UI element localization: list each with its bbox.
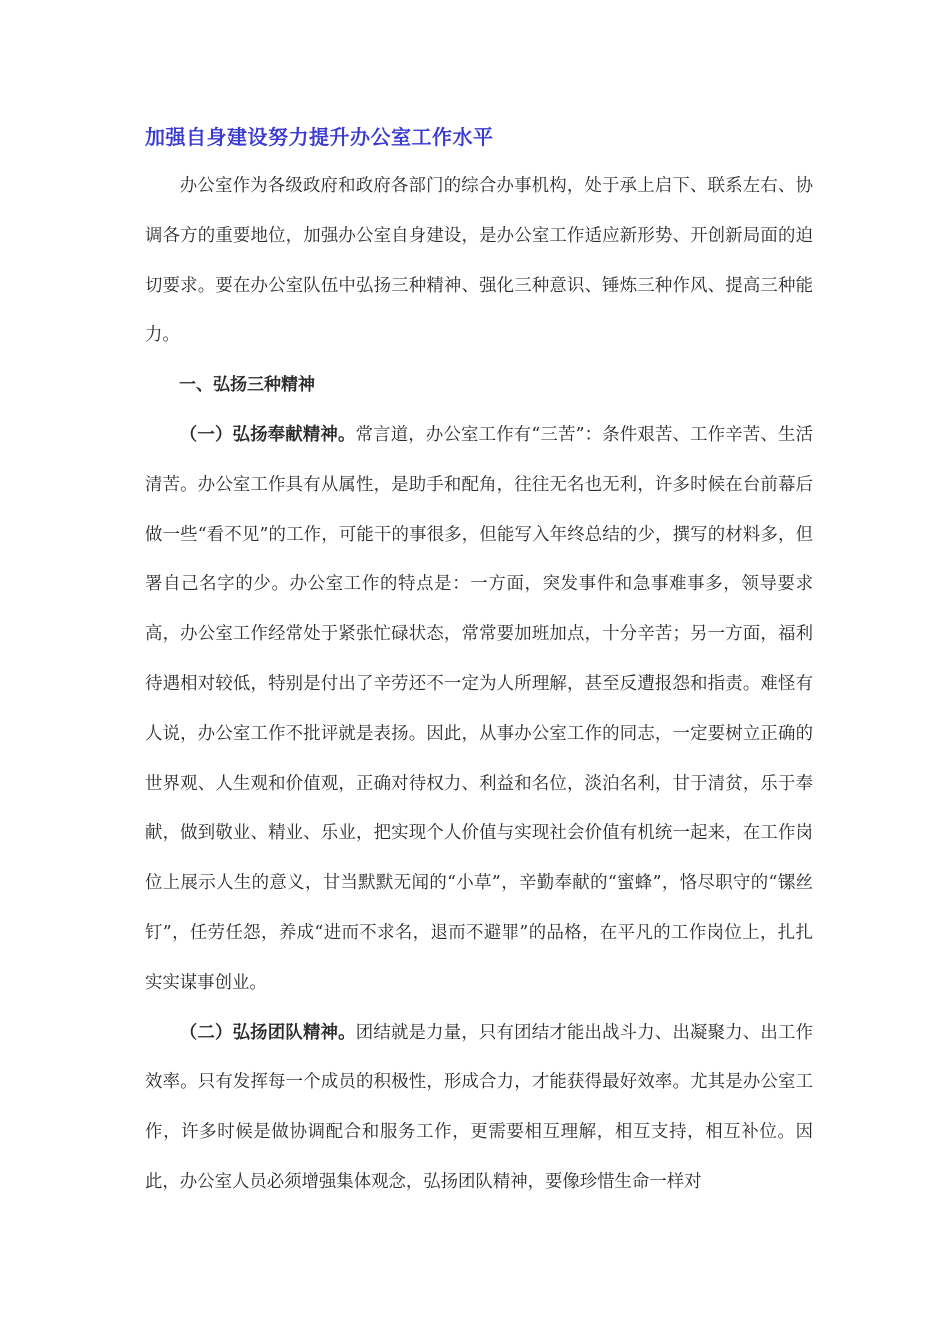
section-heading-1: 一、弘扬三种精神: [179, 375, 315, 396]
subsection-lead-2: （二）弘扬团队精神。: [179, 1022, 356, 1043]
subsection-text-2: 团结就是力量，只有团结才能出战斗力、出凝聚力、出工作效率。只有发挥每一个成员的积极性，形成合力，才能获得最好效率。尤其是办公室工作，许多时候是做协调配合和服务工作，更需要相互理解，相互支持，相互补位。因此，办公室人员必须增强集体观念，弘扬团队精神，要像珍惜生命一样对: [145, 1022, 813, 1192]
subsection-text-1: 常言道，办公室工作有“三苦”：条件艰苦、工作辛苦、生活清苦。办公室工作具有从属性，是助手和配角，往往无名也无利，许多时候在台前幕后做一些“看不见”的工作，可能干的事很多，但能写入年终总结的少，撰写的材料多，但署自己名字的少。办公室工作的特点是：一方面，突发事件和急事难事多，领导要求高，办公室工作经常处于紧张忙碌状态，常常要加班加点，十分辛苦；另一方面，福利待遇相对较低，特别是付出了辛劳还不一定为人所理解，甚至反遭报怨和指责。难怪有人说，办公室工作不批评就是表扬。因此，从事办公室工作的同志，一定要树立正确的世界观、人生观和价值观，正确对待权力、利益和名位，淡泊名利，甘于清贫，乐于奉献，做到敬业、精业、乐业，把实现个人价值与实现社会价值有机统一起来，在工作岗位上展示人生的意义，甘当默默无闻的“小草”，辛勤奉献的“蜜蜂”，恪尽职守的“镙丝钉”，任劳任怨，养成“进而不求名，退而不避罪”的品格，在平凡的工作岗位上，扎扎实实谋事创业。: [145, 424, 813, 993]
subsection-paragraph-1: [145, 411, 813, 1009]
document-body: [145, 112, 813, 1208]
intro-paragraph: 办公室作为各级政府和政府各部门的综合办事机构，处于承上启下、联系左右、协调各方的重要地位，加强办公室自身建设，是办公室工作适应新形势、开创新局面的迫切要求。要在办公室队伍中弘扬三种精神、强化三种意识、锤炼三种作风、提高三种能力。: [145, 176, 813, 346]
subsection-paragraph-2: [145, 1009, 813, 1208]
document-title: 加强自身建设努力提升办公室工作水平: [145, 125, 494, 149]
subsection-lead-1: （一）弘扬奉献精神。: [179, 424, 356, 445]
